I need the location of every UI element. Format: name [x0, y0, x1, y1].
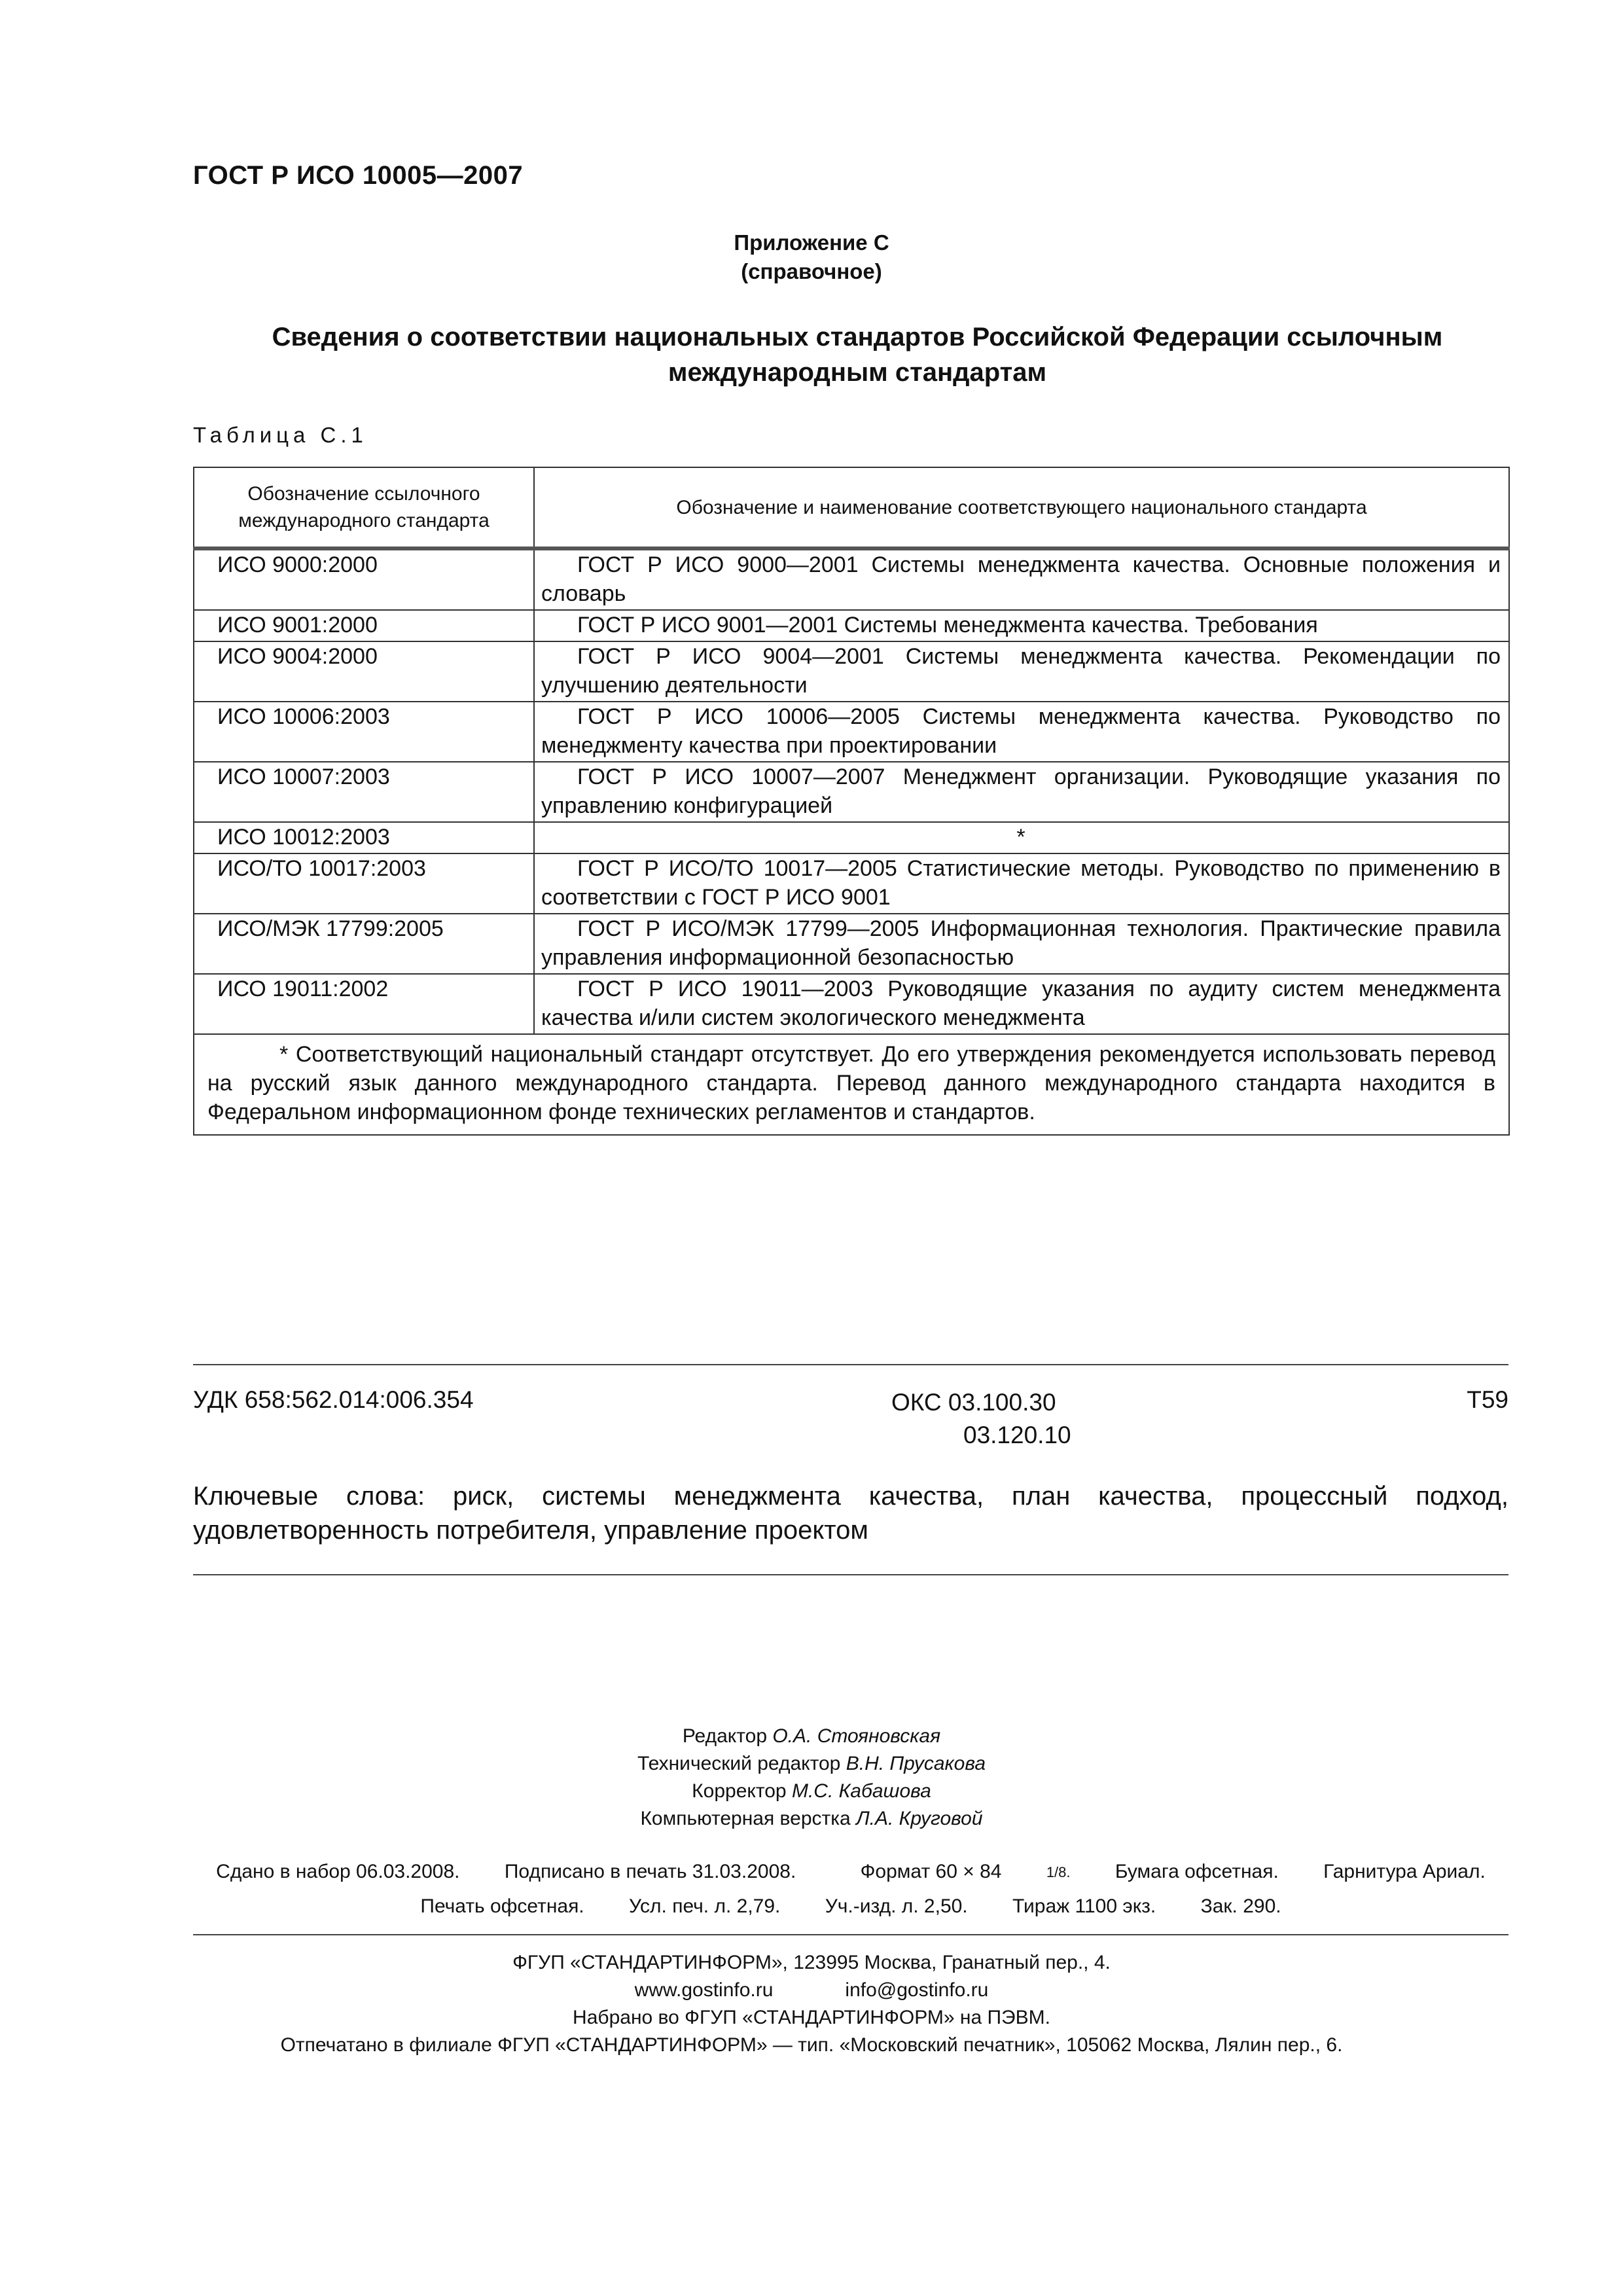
credit-name: Л.А. Круговой — [856, 1808, 983, 1829]
publisher-printed: Отпечатано в филиале ФГУП «СТАНДАРТИНФОРМ» — тип. «Московский печатник», 105062 Москва, Лялин пер., 6. — [280, 2034, 1343, 2056]
reference-standard-cell: ИСО/ТО 10017:2003 — [194, 853, 534, 914]
classification-code: Т59 — [1467, 1386, 1508, 1413]
credit-role: Корректор — [692, 1780, 787, 1802]
reference-standard-cell: ИСО 10007:2003 — [194, 762, 534, 822]
national-standard-cell — [534, 548, 1509, 610]
national-standard-text: ГОСТ Р ИСО 9001—2001 Системы менеджмента качества. Требования — [577, 613, 1318, 637]
national-standard-text: ГОСТ Р ИСО 10006—2005 Системы менеджмента качества. Руководство по менеджменту качества при проектировании — [541, 704, 1501, 758]
credit-name: О.А. Стояновская — [772, 1725, 941, 1747]
national-standard-text: ГОСТ Р ИСО 10007—2007 Менеджмент организации. Руководящие указания по управлению конфигурацией — [541, 764, 1501, 818]
reference-standard-cell: ИСО/МЭК 17799:2005 — [194, 914, 534, 974]
national-standard-text: ГОСТ Р ИСО 19011—2003 Руководящие указания по аудиту систем менеджмента качества и/или систем экологического менеджмента — [541, 977, 1501, 1030]
oks-code-2: 03.120.10 — [963, 1422, 1071, 1448]
imprint-publisher-sheets: Уч.-изд. л. 2,50. — [825, 1895, 968, 1917]
publisher-contacts — [0, 1977, 1623, 2004]
national-standard-cell — [534, 822, 1509, 853]
keywords: Ключевые слова: риск, системы менеджмента качества, план качества, процессный подход, удовлетворенность потребителя, управление проектом — [193, 1482, 1508, 1545]
national-standard-cell — [534, 702, 1509, 762]
national-standard-text: ГОСТ Р ИСО 9004—2001 Системы менеджмента качества. Рекомендации по улучшению деятельности — [541, 644, 1501, 698]
publisher-address: ФГУП «СТАНДАРТИНФОРМ», 123995 Москва, Гранатный пер., 4. — [512, 1952, 1111, 1973]
annex-label: Приложение С — [734, 230, 889, 255]
separator-line-middle — [193, 1574, 1508, 1575]
imprint-line-1 — [193, 1861, 1508, 1883]
separator-line-top — [193, 1364, 1508, 1365]
credit-line — [0, 1750, 1623, 1778]
table-row — [194, 762, 1509, 822]
table-row — [194, 914, 1509, 974]
national-standard-cell — [534, 610, 1509, 641]
credit-role: Технический редактор — [637, 1753, 841, 1774]
table-row — [194, 641, 1509, 702]
credit-role: Компьютерная верстка — [640, 1808, 851, 1829]
table-row — [194, 974, 1509, 1034]
annex-title — [216, 319, 1499, 390]
table-row — [194, 822, 1509, 853]
imprint-run: Тираж 1100 экз. — [1012, 1895, 1156, 1917]
imprint-order: Зак. 290. — [1200, 1895, 1281, 1917]
imprint-format-fraction: 1/8. — [1046, 1864, 1071, 1881]
annex-kind: (справочное) — [741, 259, 882, 283]
table-footnote-row — [194, 1034, 1509, 1135]
publisher-info — [0, 1949, 1623, 2059]
credit-line — [0, 1778, 1623, 1805]
national-standard-cell — [534, 974, 1509, 1034]
reference-standard-cell: ИСО 19011:2002 — [194, 974, 534, 1034]
imprint-print-sheets: Усл. печ. л. 2,79. — [629, 1895, 781, 1917]
credit-line — [0, 1805, 1623, 1833]
credit-line — [0, 1723, 1623, 1750]
publisher-website: www.gostinfo.ru — [634, 1979, 774, 2001]
table-body — [194, 548, 1509, 1034]
table-footnote-cell — [194, 1034, 1509, 1135]
national-standard-text: ГОСТ Р ИСО/МЭК 17799—2005 Информационная технология. Практические правила управления информационной безопасностью — [541, 916, 1501, 970]
national-standard-text: * — [1016, 825, 1026, 850]
imprint-paper: Бумага офсетная. — [1115, 1861, 1279, 1882]
oks-codes — [891, 1386, 1071, 1452]
udk-code: УДК 658:562.014:006.354 — [193, 1386, 474, 1413]
national-standard-text: ГОСТ Р ИСО/ТО 10017—2005 Статистические методы. Руководство по применению в соответствии с ГОСТ Р ИСО 9001 — [541, 856, 1501, 910]
imprint-line-2 — [193, 1895, 1508, 1918]
table-header-row — [194, 467, 1509, 548]
reference-standard-cell: ИСО 9001:2000 — [194, 610, 534, 641]
imprint-signed-date: Подписано в печать 31.03.2008. — [504, 1861, 796, 1882]
publisher-typeset: Набрано во ФГУП «СТАНДАРТИНФОРМ» на ПЭВМ. — [573, 2007, 1050, 2028]
annex-title-line-2: международным стандартам — [668, 358, 1047, 387]
credit-name: М.С. Кабашова — [791, 1780, 931, 1802]
imprint-format — [841, 1861, 1090, 1882]
national-standard-cell — [534, 641, 1509, 702]
national-standard-cell — [534, 853, 1509, 914]
document-code: ГОСТ Р ИСО 10005—2007 — [193, 161, 524, 190]
publisher-email: info@gostinfo.ru — [845, 1979, 989, 2001]
reference-standard-cell: ИСО 10012:2003 — [194, 822, 534, 853]
national-standard-cell — [534, 762, 1509, 822]
annex-title-line-1: Сведения о соответствии национальных стандартов Российской Федерации ссылочным — [272, 323, 1443, 351]
imprint-typeface: Гарнитура Ариал. — [1323, 1861, 1486, 1882]
editorial-credits — [0, 1723, 1623, 1833]
reference-standard-cell: ИСО 10006:2003 — [194, 702, 534, 762]
credit-name: В.Н. Прусакова — [846, 1753, 986, 1774]
column-header-reference: Обозначение ссылочного международного стандарта — [194, 467, 534, 548]
reference-standard-cell: ИСО 9004:2000 — [194, 641, 534, 702]
table-row — [194, 853, 1509, 914]
reference-standards-table — [193, 467, 1510, 1136]
table-row — [194, 610, 1509, 641]
imprint-format-size: Формат 60 × 84 — [860, 1861, 1002, 1882]
table-caption: Таблица С.1 — [193, 423, 368, 447]
table-footnote: * Соответствующий национальный стандарт отсутствует. До его утверждения рекомендуется использовать перевод на русский язык данного международного стандарта. Перевод данного международного стандарта находится в Федеральном информационном фонде технических регламентов и стандартов. — [207, 1042, 1495, 1124]
table-row — [194, 548, 1509, 610]
imprint-print-type: Печать офсетная. — [420, 1895, 584, 1917]
reference-standard-cell: ИСО 9000:2000 — [194, 548, 534, 610]
national-standard-cell — [534, 914, 1509, 974]
oks-code-1: ОКС 03.100.30 — [891, 1389, 1056, 1416]
table-row — [194, 702, 1509, 762]
separator-line-bottom — [193, 1934, 1508, 1935]
credit-role: Редактор — [682, 1725, 767, 1747]
imprint-typeset-date: Сдано в набор 06.03.2008. — [216, 1861, 460, 1882]
column-header-national: Обозначение и наименование соответствующего национального стандарта — [534, 467, 1509, 548]
national-standard-text: ГОСТ Р ИСО 9000—2001 Системы менеджмента качества. Основные положения и словарь — [541, 552, 1501, 606]
